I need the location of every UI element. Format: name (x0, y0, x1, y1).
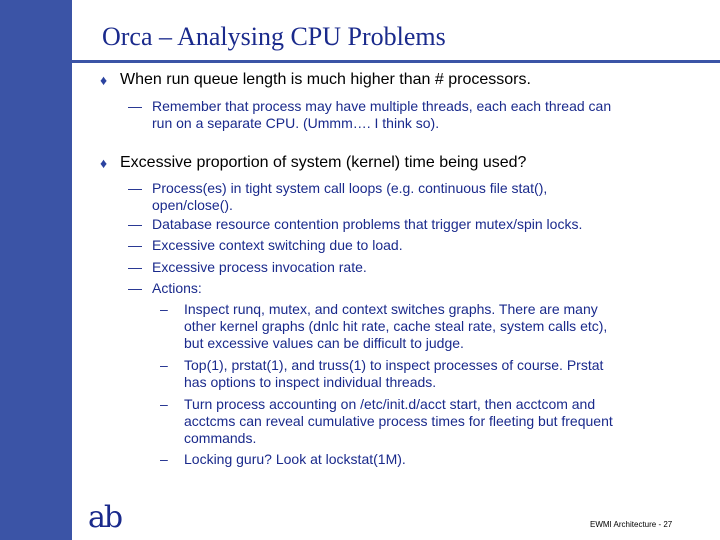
footer-page-label: EWMI Architecture - 27 (590, 520, 673, 529)
action-text (184, 357, 603, 391)
text-line: Remember that process may have multiple threads, each each thread can (152, 98, 612, 114)
action-inspect-graphs (160, 301, 680, 352)
text-line: run on a separate CPU. (Ummm…. I think so). (152, 115, 440, 131)
dash-marker: — (128, 259, 142, 275)
sub-item-context-switching (128, 237, 688, 254)
action-text: Locking guru? Look at lockstat(1M). (184, 451, 406, 467)
slide-title: Orca – Analysing CPU Problems (102, 22, 446, 51)
dash-marker: — (128, 180, 142, 196)
title-divider (72, 60, 720, 63)
sub-item-text: Database resource contention problems that trigger mutex/spin locks. (152, 216, 583, 232)
bullet-kernel-time (100, 153, 526, 173)
dash-marker: — (128, 280, 142, 296)
sub-item-text: Excessive process invocation rate. (152, 259, 367, 275)
dash-marker: — (128, 216, 142, 232)
text-line: open/close(). (152, 197, 233, 213)
text-line: but excessive values can be difficult to judge. (184, 335, 464, 351)
sub-item-text: Actions: (152, 280, 202, 296)
dash-marker: – (160, 451, 168, 467)
dash-marker: – (160, 396, 168, 412)
diamond-bullet-icon: ♦ (100, 72, 108, 88)
action-top-prstat-truss (160, 357, 680, 391)
bullet-text: Excessive proportion of system (kernel) time being used? (120, 154, 527, 171)
dash-marker: – (160, 301, 168, 317)
diamond-bullet-icon: ♦ (100, 155, 108, 171)
text-line: Top(1), prstat(1), and truss(1) to inspect processes of course. Prstat (184, 357, 604, 373)
text-line: acctcms can reveal cumulative process times for fleeting but frequent (184, 413, 613, 429)
bullet-run-queue (100, 70, 531, 90)
sub-item-text (152, 180, 547, 214)
sub-item-actions (128, 280, 688, 297)
sub-item-text (152, 98, 611, 132)
text-line: other kernel graphs (dnlc hit rate, cache steal rate, system calls etc), (184, 318, 608, 334)
text-line: commands. (184, 430, 257, 446)
action-lockstat (160, 451, 680, 468)
dash-marker: – (160, 357, 168, 373)
text-line: has options to inspect individual threads. (184, 374, 437, 390)
sub-item-database-contention (128, 216, 688, 233)
sub-item-system-call-loops (128, 180, 688, 214)
text-line: Turn process accounting on /etc/init.d/acct start, then acctcom and (184, 396, 596, 412)
left-sidebar-bar (0, 0, 72, 540)
action-text (184, 301, 607, 352)
action-process-accounting (160, 396, 680, 447)
text-line: Inspect runq, mutex, and context switches graphs. There are many (184, 301, 598, 317)
text-line: Process(es) in tight system call loops (e.g. continuous file stat(), (152, 180, 548, 196)
sub-item-invocation-rate (128, 259, 688, 276)
logo-mark: ab (88, 500, 122, 535)
dash-marker: — (128, 237, 142, 253)
sub-item-text: Excessive context switching due to load. (152, 237, 403, 253)
dash-marker: — (128, 98, 142, 114)
sub-item-threads (128, 98, 688, 132)
bullet-text: When run queue length is much higher than # processors. (120, 71, 531, 88)
action-text (184, 396, 613, 447)
